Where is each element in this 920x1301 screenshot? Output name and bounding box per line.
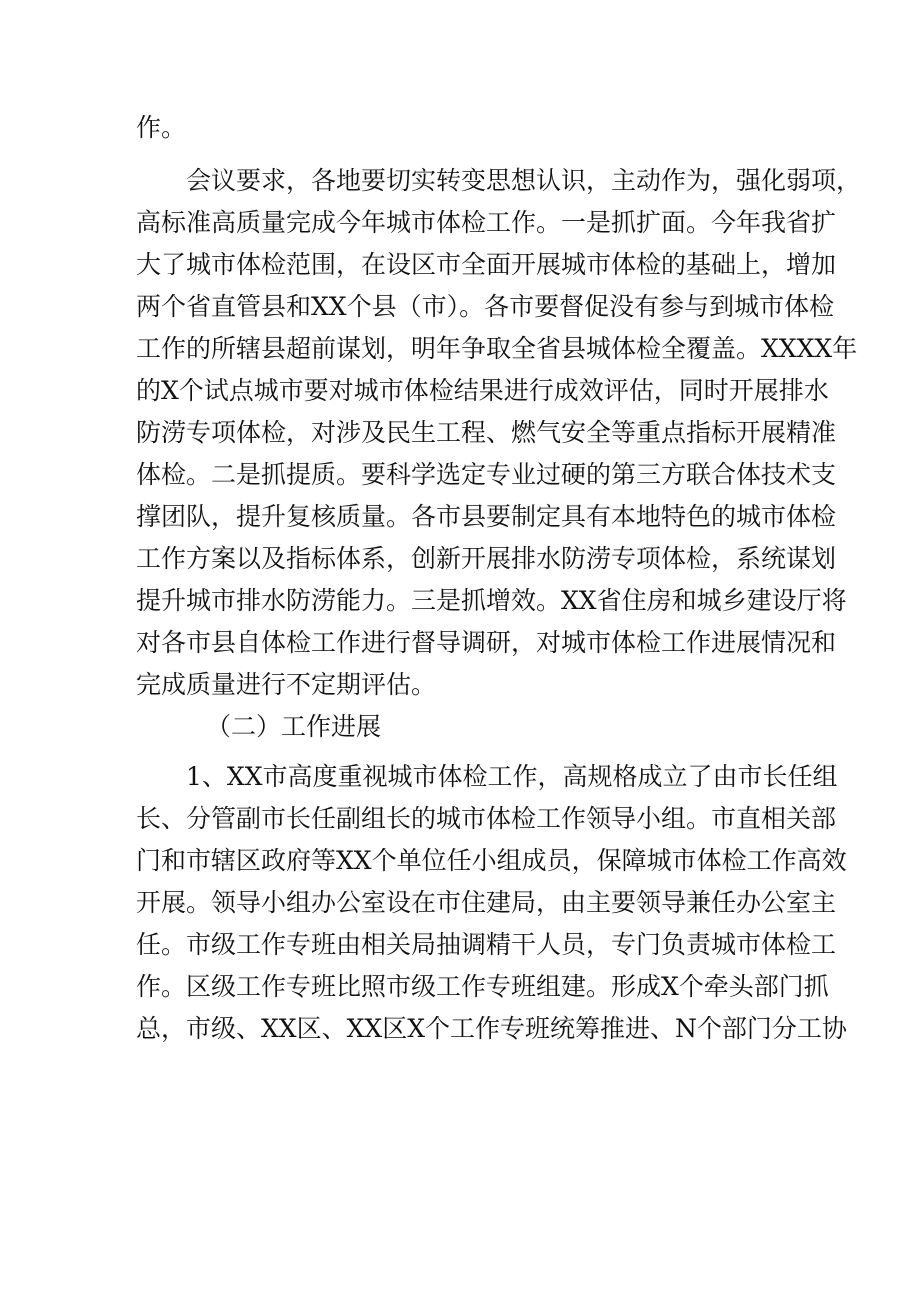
paragraph-meeting-line: 提升城市排水防涝能力。三是抓增效。XX省住房和城乡建设厅将: [136, 586, 847, 615]
paragraph-meeting-line: 工作的所辖县超前谋划，明年争取全省县城体检全覆盖。XXXX年: [136, 334, 858, 363]
paragraph-progress-line: 开展。领导小组办公室设在市住建局，由主要领导兼任办公室主: [136, 888, 837, 917]
paragraph-progress-line: 1、XX市高度重视城市体检工作，高规格成立了由市长任组: [186, 762, 838, 791]
paragraph-meeting-line: 完成质量进行不定期评估。: [136, 670, 437, 699]
paragraph-meeting-line: 对各市县自体检工作进行督导调研，对城市体检工作进展情况和: [136, 628, 837, 657]
paragraph-meeting-line: 两个省直管县和XX个县（市）。各市要督促没有参与到城市体检: [136, 292, 835, 321]
paragraph-meeting-line: 撑团队，提升复核质量。各市县要制定具有本地特色的城市体检: [136, 502, 837, 531]
paragraph-meeting-line: 防涝专项体检，对涉及民生工程、燃气安全等重点指标开展精准: [136, 418, 837, 447]
paragraph-meeting-line: 工作方案以及指标体系，创新开展排水防涝专项体检，系统谋划: [136, 544, 837, 573]
paragraph-progress-line: 作。区级工作专班比照市级工作专班组建。形成X个牵头部门抓: [136, 972, 829, 1001]
paragraph-meeting-line: 高标准高质量完成今年城市体检工作。一是抓扩面。今年我省扩: [136, 208, 837, 237]
paragraph-progress-line: 门和市辖区政府等XX个单位任小组成员，保障城市体检工作高效: [136, 846, 847, 875]
paragraph-meeting-line: 体检。二是抓提质。要科学选定专业过硬的第三方联合体技术支: [136, 460, 837, 489]
paragraph-progress-line: 总，市级、XX区、XX区X个工作专班统筹推进、N个部门分工协: [136, 1014, 847, 1043]
paragraph-meeting-line: 大了城市体检范围，在设区市全面开展城市体检的基础上，增加: [136, 250, 837, 279]
paragraph-meeting-line: 的X个试点城市要对城市体检结果进行成效评估，同时开展排水: [136, 376, 829, 405]
paragraph-progress-line: 长、分管副市长任副组长的城市体检工作领导小组。市直相关部: [136, 804, 837, 833]
paragraph-meeting-line: 会议要求，各地要切实转变思想认识，主动作为，强化弱项，: [186, 166, 862, 195]
section-heading: （二）工作进展: [206, 712, 382, 741]
paragraph-progress-line: 任。市级工作专班由相关局抽调精干人员，专门负责城市体检工: [136, 930, 837, 959]
paragraph-tail-line: 作。: [136, 113, 187, 142]
